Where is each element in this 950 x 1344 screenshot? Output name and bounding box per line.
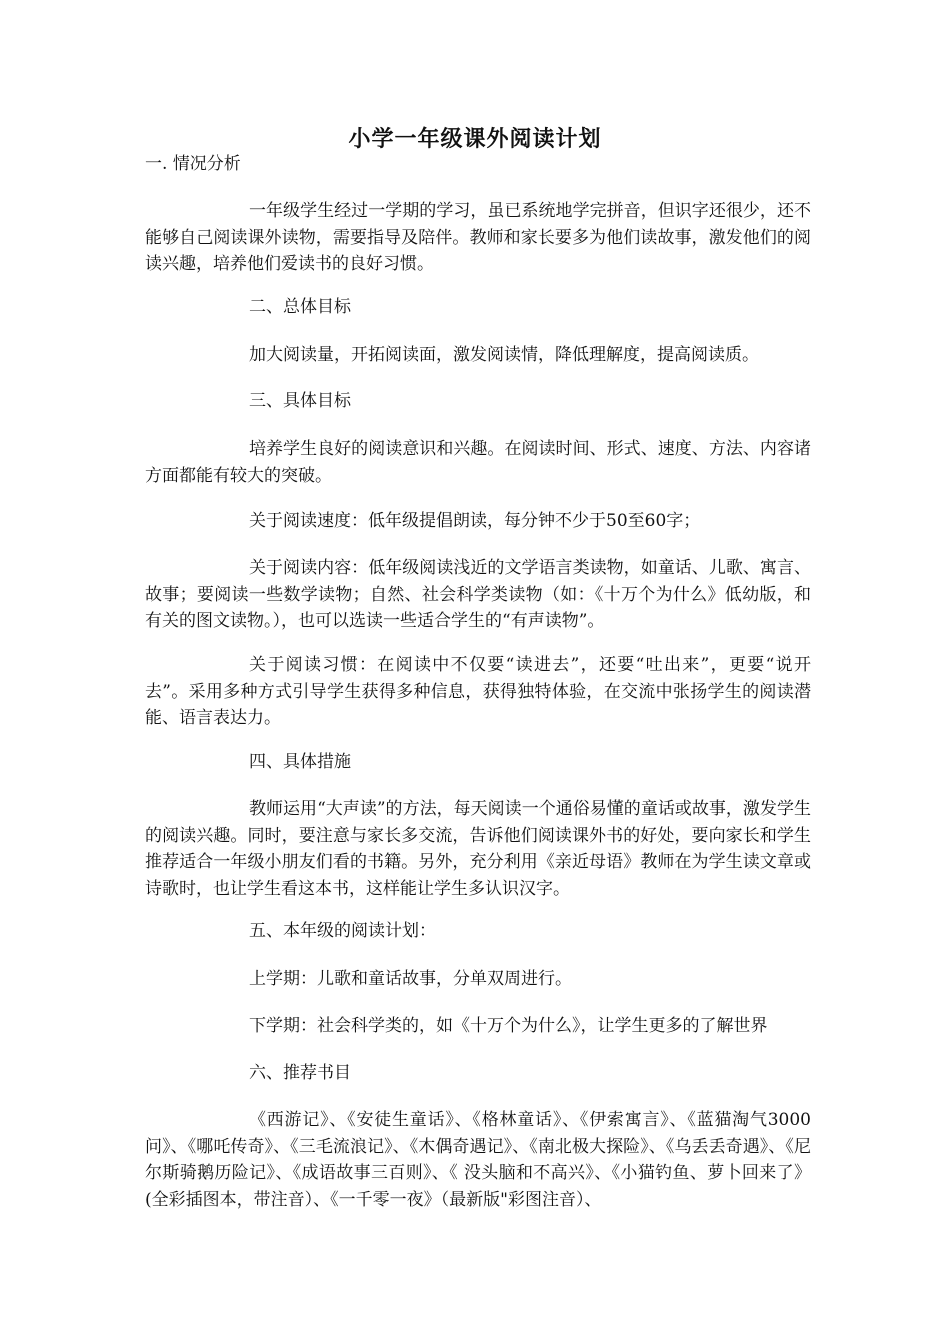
- paragraph-measures: 教师运用“大声读”的方法，每天阅读一个通俗易懂的童话或故事，激发学生的阅读兴趣。同时，要注意与家长多交流，告诉他们阅读课外书的好处，要向家长和学生推荐适合一年级小朋友们看的书籍。另外，充分利用《亲近母语》教师在为学生读文章或诗歌时，也让学生看这本书，这样能让学生多认识汉字。: [145, 799, 811, 899]
- section-heading-specific-goals: 三、具体目标: [249, 391, 351, 411]
- section-heading-measures: 四、具体措施: [249, 752, 351, 772]
- section-heading-grade-plan: 五、本年级的阅读计划：: [249, 921, 436, 941]
- section-heading-situation-analysis: 一. 情况分析: [145, 154, 241, 174]
- paragraph-situation: 一年级学生经过一学期的学习，虽已系统地学完拼音，但识字还很少，还不能够自己阅读课外读物，需要指导及陪伴。教师和家长要多为他们读故事，激发他们的阅读兴趣，培养他们爱读书的良好习惯。: [145, 201, 811, 274]
- paragraph-reading-speed: 关于阅读速度：低年级提倡朗读，每分钟不少于50至60字；: [249, 511, 701, 531]
- paragraph-specific-goals: 培养学生良好的阅读意识和兴趣。在阅读时间、形式、速度、方法、内容诸方面都能有较大的突破。: [145, 439, 811, 486]
- document-title: 小学一年级课外阅读计划: [348, 126, 602, 152]
- paragraph-overall-goals: 加大阅读量，开拓阅读面，激发阅读情，降低理解度，提高阅读质。: [249, 345, 759, 365]
- paragraph-first-semester: 上学期：儿歌和童话故事，分单双周进行。: [249, 969, 572, 989]
- paragraph-book-list: 《西游记》、《安徒生童话》、《格林童话》、《伊索寓言》、《蓝猫淘气3000问》、《哪吒传奇》、《三毛流浪记》、《木偶奇遇记》、《南北极大探险》、《乌丢丢奇遇》、《尼尔斯骑鹅历险记》、《成语故事三百则》、《 没头脑和不高兴》、《小猫钓鱼、萝卜回来了》(全彩插图本，带注音）、《一千零一夜》（最新版"彩图注音）、: [145, 1110, 811, 1210]
- paragraph-second-semester: 下学期：社会科学类的，如《十万个为什么》，让学生更多的了解世界: [249, 1016, 768, 1036]
- section-heading-overall-goals: 二、总体目标: [249, 297, 351, 317]
- paragraph-reading-habits: 关于阅读习惯：在阅读中不仅要“读进去”，还要“吐出来”，更要“说开去”。采用多种方式引导学生获得多种信息，获得独特体验，在交流中张扬学生的阅读潜能、语言表达力。: [145, 655, 811, 728]
- paragraph-reading-content: 关于阅读内容：低年级阅读浅近的文学语言类读物，如童话、儿歌、寓言、故事；要阅读一些数学读物；自然、社会科学类读物（如：《十万个为什么》低幼版，和有关的图文读物。），也可以选读一些适合学生的“有声读物”。: [145, 558, 811, 631]
- section-heading-recommended-books: 六、推荐书目: [249, 1063, 351, 1083]
